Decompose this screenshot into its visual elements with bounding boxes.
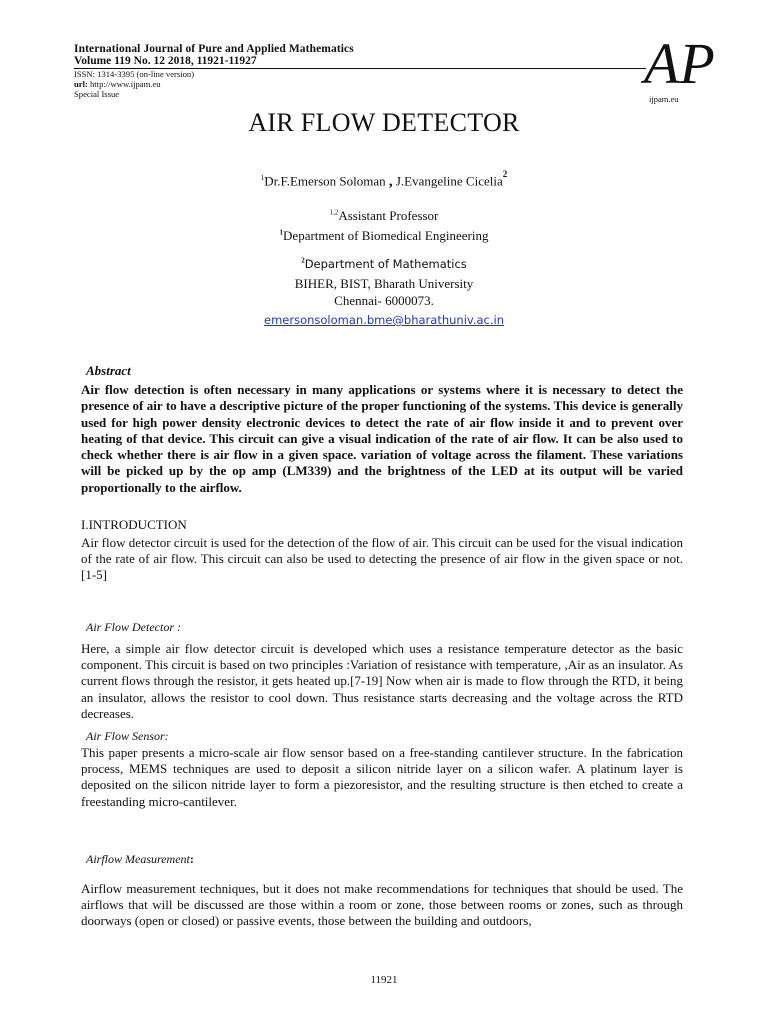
special-issue: Special Issue	[74, 89, 120, 99]
logo-url: ijpam.eu	[649, 94, 679, 104]
dept2-line	[0, 256, 768, 272]
measurement-text: Airflow measurement techniques, but it does not make recommendations for techniques that should be used. The airflows that will be discussed are those within a room or zone, those between rooms or zones, such as through doorways (open or closed) or passive events, those between the building and outdoors,	[81, 881, 683, 929]
dept1: Department of Biomedical Engineering	[283, 228, 489, 243]
author2: J.Evangeline Cicelia	[395, 173, 503, 189]
abstract-heading: Abstract	[86, 363, 131, 378]
author1: Dr.F.Emerson Soloman	[264, 173, 386, 189]
paper-title: AIR FLOW DETECTOR	[248, 108, 520, 137]
sensor-heading: Air Flow Sensor:	[86, 729, 169, 743]
intro-text: Air flow detector circuit is used for the detection of the flow of air. This circuit can be used for the visual indication of the rate of air flow. This circuit can also be used to detecting the presence of air flow in the given space or not.[1-5]	[81, 535, 683, 583]
detector-heading: Air Flow Detector :	[86, 620, 181, 634]
intro-heading: I.INTRODUCTION	[81, 517, 187, 532]
url-line	[74, 79, 684, 89]
journal-name: International Journal of Pure and Applied Mathematics	[74, 43, 354, 55]
dept1-sup: 1	[279, 228, 284, 237]
author-separator: ,	[388, 173, 393, 190]
measurement-colon: :	[189, 852, 194, 866]
author2-sup: 2	[502, 169, 508, 179]
journal-url[interactable]: http://www.ijpam.eu	[90, 79, 161, 89]
logo-mark: AP	[644, 31, 715, 96]
email-line	[0, 312, 768, 328]
author-line	[0, 169, 768, 190]
role: Assistant Professor	[338, 208, 439, 223]
author-email[interactable]: emersonsoloman.bme@bharathuniv.ac.in	[264, 313, 504, 327]
journal-logo	[644, 31, 715, 106]
abstract-text: Air flow detection is often necessary in many applications or systems where it is necessary to detect the presence of air to have a descriptive picture of the proper functioning of the systems. This device is generally used for high power density electronic devices to detect the rate of air flow inside it and to prevent over heating of that device. This circuit can give a visual indication of the rate of air flow. It can be also used to check whether there is air flow in a given space. variation of voltage across the filament. These variations will be picked up by the op amp (LM339) and the brightness of the LED at its output will be varied proportionally to the airflow.	[81, 382, 683, 495]
city: Chennai- 6000073.	[334, 293, 434, 308]
page-number: 11921	[370, 974, 398, 986]
author1-sup: 1	[260, 174, 265, 182]
role-sup: 1,2	[329, 208, 339, 217]
volume-line: Volume 119 No. 12 2018, 11921-11927	[74, 55, 646, 69]
measurement-heading-line	[86, 852, 194, 867]
issn: ISSN: 1314-3395 (on-line version)	[74, 69, 195, 79]
url-label: url:	[74, 79, 88, 89]
institution: BIHER, BIST, Bharath University	[294, 276, 474, 291]
dept2: Department of Mathematics	[304, 257, 467, 271]
sensor-text: This paper presents a micro-scale air flow sensor based on a free-standing cantilever structure. In the fabrication process, MEMS techniques are used to deposit a silicon nitride layer on a silicon wafer. A platinum layer is deposited on the silicon nitride layer to form a piezoresistor, and the resulting structure is then etched to create a freestanding micro-cantilever.	[81, 745, 683, 809]
dept1-line	[0, 228, 768, 244]
measurement-heading: Airflow Measurement	[86, 852, 190, 866]
journal-header	[74, 43, 684, 99]
dept2-sup: 2	[301, 256, 305, 265]
role-line	[0, 208, 768, 224]
detector-text: Here, a simple air flow detector circuit is developed which uses a resistance temperature detector as the basic component. This circuit is based on two principles :Variation of resistance with temperature, ,Air as an insulator. As current flows through the resistor, it gets heated up.[7-19] Now when air is made to flow through the RTD, it being an insulator, allows the resistor to cool down. Thus resistance starts decreasing and the voltage across the RTD decreases.	[81, 641, 683, 721]
